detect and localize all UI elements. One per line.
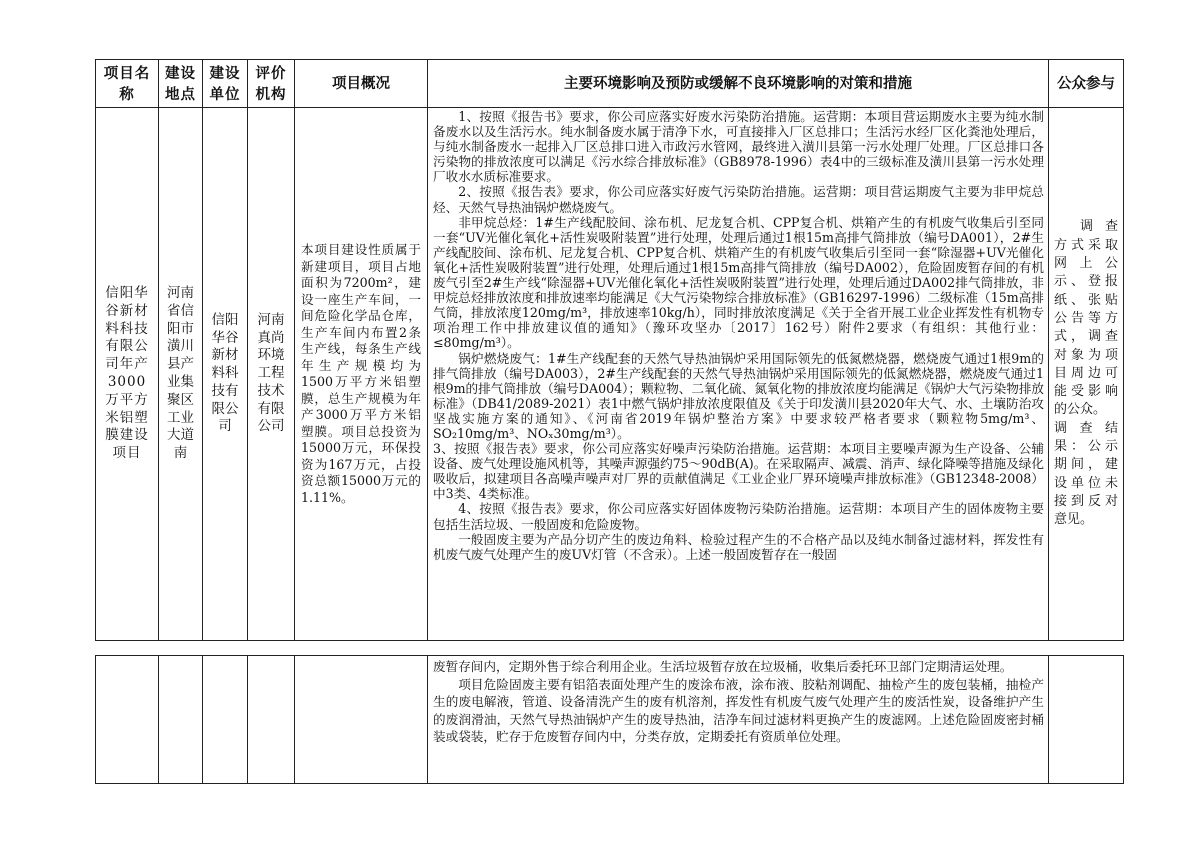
header-public: 公众参与 (1049, 60, 1124, 108)
header-measures: 主要环境影响及预防或缓解不良环境影响的对策和措施 (428, 60, 1049, 108)
header-overview: 项目概况 (295, 60, 428, 108)
header-location: 建设地点 (159, 60, 203, 108)
measures-para: 2、按照《报告表》要求，你公司应落实好废气污染防治措施。运营期：项目营运期废气主要为非甲烷总烃、天然气导热油锅炉燃烧废气。 (433, 184, 1044, 215)
cell-location: 河南省信阳市潢川县产业集聚区工业大道南 (159, 108, 203, 641)
public-method: 调查方式采取网上公示、登报纸、张贴公告等方式，调查对象为项目周边可能受影响的公众。 (1054, 219, 1118, 418)
cell-empty (159, 656, 203, 784)
cell-measures-continued (428, 656, 1049, 784)
cell-measures (428, 108, 1049, 641)
eia-table-page2 (95, 655, 1124, 784)
measures-para: 3、按照《报告表》要求，你公司应落实好噪声污染防治措施。运营期：本项目主要噪声源为生产设备、公辅设备、废气处理设施风机等，其噪声源强约75～90dB(A)。在采取隔声、减震、消声、绿化降噪等措施及绿化吸收后，拟建项目各高噪声噪声对厂界的贡献值满足《工业企业厂界环境噪声排放标准》（GB12348-2008）中3类、4类标准。 (433, 441, 1044, 502)
header-project-name: 项目名称 (96, 60, 159, 108)
cell-empty (295, 656, 428, 784)
measures-para: 锅炉燃烧废气：1#生产线配套的天然气导热油锅炉采用国际领先的低氮燃烧器，燃烧废气通过1根9m的排气筒排放（编号DA003），2#生产线配套的天然气导热油锅炉采用国际领先的低氮燃烧器，燃烧废气通过1根9m的排气筒排放（编号DA004）；颗粒物、二氧化硫、氮氧化物的排放浓度均能满足《锅炉大气污染物排放标准》（DB41/2089-2021）表1中燃气锅炉排放浓度限值及《关于印发潢川县2020年大气、水、土壤防治攻坚战实施方案的通知》、《河南省2019年锅炉整治方案》中要求较严格者要求（颗粒物5mg/m³、SO₂10mg/m³、NOₓ30mg/m³）。 (433, 350, 1045, 441)
public-result: 调查结果：公示期间，建设单位未接到反对意见。 (1054, 420, 1118, 528)
continuation-row (96, 656, 1124, 784)
project-row (96, 108, 1124, 641)
header-unit: 建设单位 (203, 60, 248, 108)
cell-empty (1049, 656, 1124, 784)
cell-empty (248, 656, 295, 784)
measures-para: 1、按照《报告书》要求，你公司应落实好废水污染防治措施。运营期：本项目营运期废水主要为纯水制备废水以及生活污水。纯水制备废水属于清净下水，可直接排入厂区总排口；生活污水经厂区化粪池处理后，与纯水制备废水一起排入厂区总排口进入市政污水管网，最终进入潢川县第一污水处理厂处理。厂区总排口各污染物的排放浓度可以满足《污水综合排放标准》（GB8978-1996）表4中的三级标准及潢川县第一污水处理厂收水水质标准要求。 (433, 109, 1044, 185)
cell-public (1049, 108, 1124, 641)
header-assessor: 评价机构 (248, 60, 295, 108)
measures-para: 一般固废主要为产品分切产生的废边角料、检验过程产生的不合格产品以及纯水制备过滤材料，挥发性有机废气废气处理产生的废UV灯管（不含汞）。上述一般固废暂存在一般固 (433, 531, 1044, 562)
cell-empty (96, 656, 159, 784)
measures-para: 4、按照《报告表》要求，你公司应落实好固体废物污染防治措施。运营期：本项目产生的固体废物主要包括生活垃圾、一般固废和危险废物。 (433, 501, 1044, 532)
cell-unit: 信阳华谷新材料科技有限公司 (203, 108, 248, 641)
measures-para: 废暂存间内，定期外售于综合利用企业。生活垃圾暂存放在垃圾桶，收集后委托环卫部门定期清运处理。 (433, 659, 1013, 674)
eia-table-page1 (95, 59, 1124, 641)
measures-para: 项目危险固废主要有铝箔表面处理产生的废涂布液，涂布液、胶粘剂调配、抽检产生的废包装桶，抽检产生的废电解液，管道、设备清洗产生的废有机溶剂，挥发性有机废气废气处理产生的废活性炭，设备维护产生的废润滑油，天然气导热油锅炉产生的废导热油，洁净车间过滤材料更换产生的废滤网。上述危险固废密封桶装或袋装，贮存于危废暂存间内中，分类存放，定期委托有资质单位处理。 (433, 676, 1044, 744)
cell-empty (203, 656, 248, 784)
header-row (96, 60, 1124, 108)
cell-assessor: 河南真尚环境工程技术有限公司 (248, 108, 295, 641)
measures-para: 非甲烷总烃：1#生产线配胶间、涂布机、尼龙复合机、CPP复合机、烘箱产生的有机废气收集后引至同一套“UV光催化氧化+活性炭吸附装置”进行处理，处理后通过1根15m高排气筒排放（编号DA001），2#生产线配胶间、涂布机、尼龙复合机、CPP复合机、烘箱产生的有机废气收集后引至同一套“除湿器+UV光催化氧化+活性炭吸附装置”进行处理，处理后通过1根15m高排气筒排放（编号DA002），危险固废暂存间的有机废气引至2#生产线“除湿器+UV光催化氧化+活性炭吸附装置”进行处理，处理后通过DA002排气筒排放，非甲烷总烃排放浓度和排放速率均能满足《大气污染物综合排放标准》（GB16297-1996）二级标准（15m高排气筒，排放浓度120mg/m³，排放速率10kg/h），同时排放浓度满足《关于全省开展工业企业挥发性有机物专项治理工作中排放建议值的通知》（豫环攻坚办〔2017〕162号）附件2要求（有组织：其他行业：≤80mg/m³）。 (433, 214, 1044, 351)
cell-project-name: 信阳华谷新材料科技有限公司年产3000万平方米铝塑膜建设项目 (96, 108, 159, 641)
cell-overview: 本项目建设性质属于新建项目，项目占地面积为7200m²，建设一座生产车间，一间危险化学品仓库，生产车间内布置2条生产线，每条生产线年生产规模均为1500万平方米铝塑膜，总生产规模为年产3000万平方米铝塑膜。项目总投资为15000万元，环保投资为167万元，占投资总额15000万元的1.11%。 (295, 108, 428, 641)
